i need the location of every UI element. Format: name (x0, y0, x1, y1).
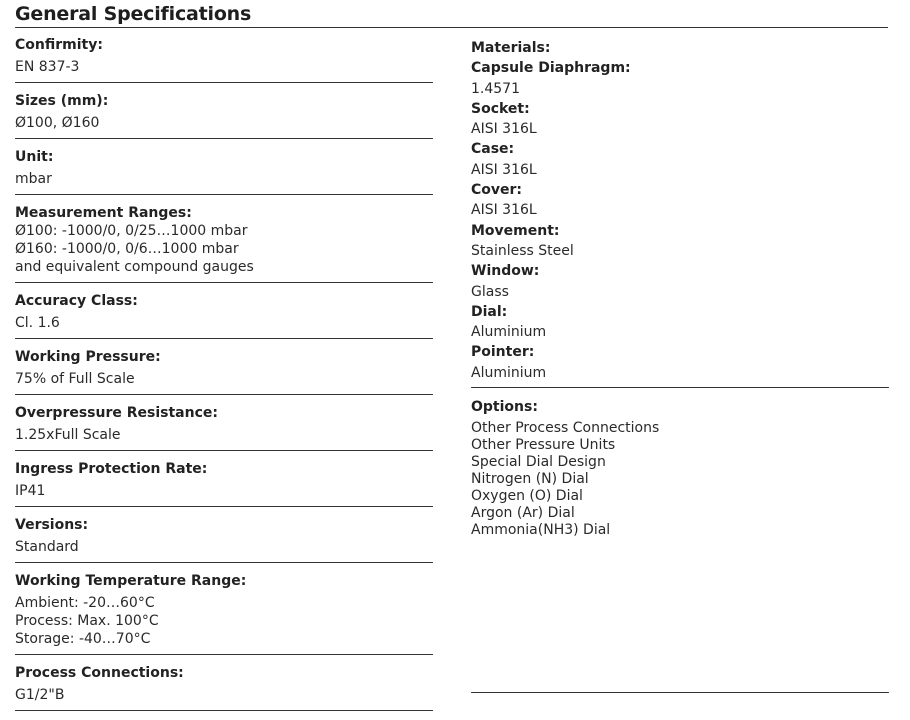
spec-label: Versions: (15, 517, 89, 533)
spec-value: IP41 (15, 483, 46, 499)
spec-label: Confirmity: (15, 37, 103, 53)
material-value: AISI 316L (471, 161, 537, 178)
spec-versions (15, 516, 433, 563)
spec-value: EN 837-3 (15, 59, 80, 75)
spec-confirmity (15, 36, 433, 83)
page-title: General Specifications (15, 3, 252, 25)
material-label: Capsule Diaphragm: (471, 60, 631, 77)
spec-label: Process Connections: (15, 665, 184, 681)
option-item: Argon (Ar) Dial (471, 505, 575, 522)
material-label: Movement: (471, 222, 560, 239)
material-label: Window: (471, 263, 540, 280)
spec-unit (15, 148, 433, 195)
left-spec-column (15, 36, 433, 720)
right-column-bottom-divider (471, 692, 889, 693)
spec-value: Storage: -40…70°C (15, 631, 151, 647)
material-label: Dial: (471, 303, 508, 320)
spec-value: Ambient: -20…60°C (15, 595, 155, 611)
spec-sizes (15, 92, 433, 139)
material-value: AISI 316L (471, 121, 537, 138)
spec-label: Working Pressure: (15, 349, 161, 365)
option-item: Other Pressure Units (471, 437, 616, 454)
spec-label: Ingress Protection Rate: (15, 461, 208, 477)
spec-label: Measurement Ranges: (15, 205, 192, 221)
spec-label: Sizes (mm): (15, 93, 109, 109)
material-label: Case: (471, 141, 515, 158)
spec-overpressure-resistance (15, 404, 433, 451)
spec-materials (471, 38, 889, 388)
spec-label: Overpressure Resistance: (15, 405, 218, 421)
spec-value: Standard (15, 539, 79, 555)
material-label: Socket: (471, 100, 530, 117)
spec-value: 75% of Full Scale (15, 371, 135, 387)
option-item: Ammonia(NH3) Dial (471, 522, 611, 539)
spec-working-temperature (15, 572, 433, 655)
spec-working-pressure (15, 348, 433, 395)
options-list (471, 420, 889, 539)
material-value: Glass (471, 283, 509, 300)
option-item: Special Dial Design (471, 454, 606, 471)
material-value: 1.4571 (471, 80, 520, 97)
spec-value: Ø100: -1000/0, 0/25…1000 mbar (15, 223, 248, 239)
spec-label: Working Temperature Range: (15, 573, 247, 589)
spec-accuracy-class (15, 292, 433, 339)
spec-process-connections (15, 664, 433, 711)
option-item: Other Process Connections (471, 420, 660, 437)
spec-value: mbar (15, 171, 52, 187)
spec-value: Cl. 1.6 (15, 315, 60, 331)
spec-options (471, 396, 889, 539)
right-spec-column (471, 38, 889, 539)
material-label: Cover: (471, 182, 523, 199)
material-value: Aluminium (471, 324, 547, 341)
spec-value: Ø160: -1000/0, 0/6…1000 mbar (15, 241, 239, 257)
material-label: Pointer: (471, 344, 535, 361)
spec-value: Process: Max. 100°C (15, 613, 159, 629)
options-heading: Options: (471, 399, 538, 416)
spec-measurement-ranges (15, 204, 433, 283)
spec-value: 1.25xFull Scale (15, 427, 121, 443)
spec-value: and equivalent compound gauges (15, 259, 254, 275)
title-divider (15, 27, 888, 28)
option-item: Oxygen (O) Dial (471, 488, 583, 505)
material-value: Aluminium (471, 364, 547, 381)
spec-label: Accuracy Class: (15, 293, 138, 309)
spec-ingress-protection (15, 460, 433, 507)
materials-heading: Materials: (471, 40, 551, 56)
material-value: Stainless Steel (471, 242, 574, 259)
material-value: AISI 316L (471, 202, 537, 219)
option-item: Nitrogen (N) Dial (471, 471, 589, 488)
spec-value: G1/2"B (15, 687, 65, 703)
spec-value: Ø100, Ø160 (15, 115, 100, 131)
spec-label: Unit: (15, 149, 54, 165)
